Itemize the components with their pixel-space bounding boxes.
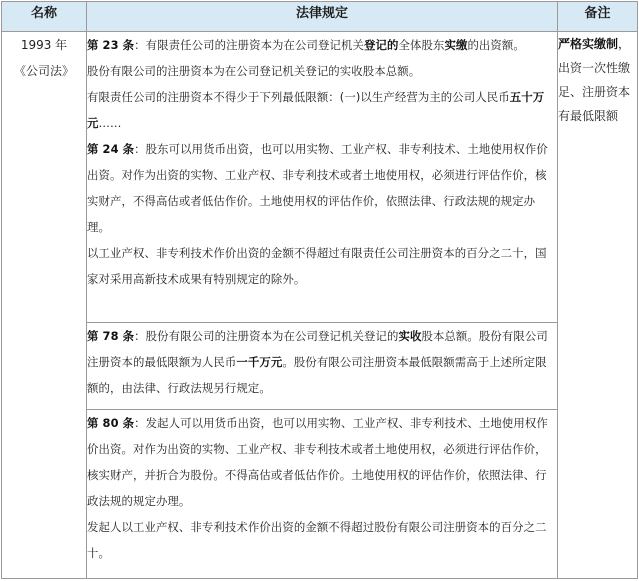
table-row — [2, 323, 638, 410]
header-name: 名称 — [2, 2, 87, 32]
article-24-para2: 以工业产权、非专利技术作价出资的金额不得超过有限责任公司注册资本的百分之二十，国家对采用高新技术成果有特别规定的除外。 — [87, 246, 547, 286]
article-80-label: 第 80 条 — [87, 416, 135, 430]
article-23-label: 第 23 条 — [87, 38, 135, 52]
law-year: 1993 年 — [20, 38, 68, 52]
header-row — [2, 2, 638, 32]
article-23-para1: 第 23 条：有限责任公司的注册资本为在公司登记机关登记的全体股东实缴的出资额。 — [87, 38, 525, 52]
article-80-para2: 发起人以工业产权、非专利技术作价出资的金额不得超过股份有限公司注册资本的百分之二十。 — [87, 520, 547, 560]
header-note: 备注 — [558, 2, 638, 32]
rule-cell-art80 — [87, 410, 558, 579]
note-text: ，出资一次性缴足、注册资本有最低限额 — [558, 37, 631, 123]
law-name-cell — [2, 32, 87, 579]
header-rule: 法律规定 — [87, 2, 558, 32]
law-table — [1, 1, 638, 579]
table-row — [2, 410, 638, 579]
article-23-para3: 有限责任公司的注册资本不得少于下列最低限额：(一)以生产经营为主的公司人民币五十万元…… — [87, 90, 545, 130]
table-row — [2, 32, 638, 323]
rule-cell-art23-24 — [87, 32, 558, 323]
article-78-label: 第 78 条 — [87, 329, 135, 343]
rule-cell-art78 — [87, 323, 558, 410]
article-23-para2: 股份有限公司的注册资本为在公司登记机关登记的实收股本总额。 — [87, 64, 421, 78]
note-cell — [558, 32, 638, 579]
article-78-para: 第 78 条：股份有限公司的注册资本为在公司登记机关登记的实收股本总额。股份有限公司注册资本的最低限额为人民币一千万元。股份有限公司注册资本最低限额需高于上述所定限额的，由法律、行政法规另行规定。 — [87, 329, 548, 395]
note-bold: 严格实缴制 — [558, 37, 619, 51]
article-80-para1: 第 80 条：发起人可以用货币出资，也可以用实物、工业产权、非专利技术、土地使用权作价出资。对作为出资的实物、工业产权、非专利技术或者土地使用权，必须进行评估作价，核实财产，并折合为股份。不得高估或者低估作价。土地使用权的评估作价，依照法律、行政法规的规定办理。 — [87, 416, 548, 508]
article-24-para1: 第 24 条：股东可以用货币出资，也可以用实物、工业产权、非专利技术、土地使用权作价出资。对作为出资的实物、工业产权、非专利技术或者土地使用权，必须进行评估作价，核实财产，不得高估或者低估作价。土地使用权的评估作价，依照法律、行政法规的规定办理。 — [87, 142, 548, 234]
law-title: 《公司法》 — [13, 64, 74, 78]
article-24-label: 第 24 条 — [87, 142, 135, 156]
